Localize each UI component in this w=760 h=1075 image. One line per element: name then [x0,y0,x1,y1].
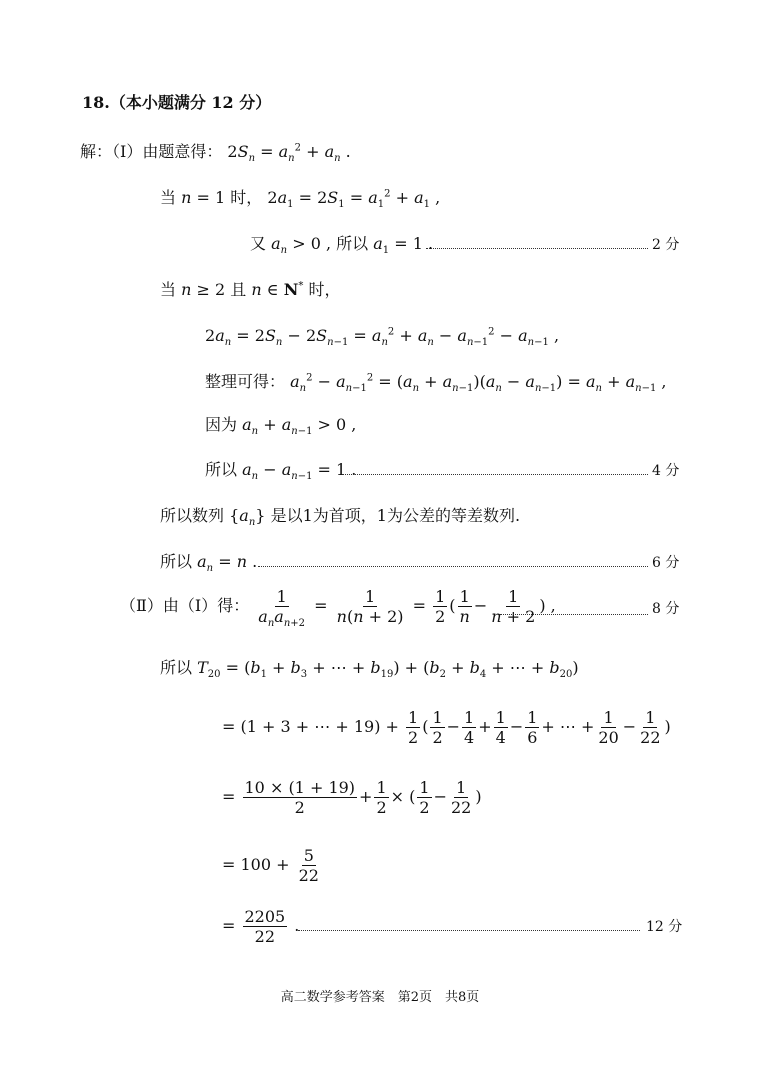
positivity-condition: 因为 $a_n + a_{n-1} > 0$ , [205,415,357,438]
general-term-result: 所以 $a_n = n$ . [160,552,258,575]
fraction: $\frac{1}{n}$ [459,587,470,626]
fraction: $\frac{5}{22}$ [298,846,319,885]
fraction: $\frac{1}{22}$ [450,778,472,817]
case-n-equals-1: 当 n = 1 时， $2a_1 = 2S_1 = a_1^2 + a_1$ , [160,188,441,211]
sequence-conclusion: 所以数列 $\{a_n\}$ 是以1为首项，1为公差的等差数列. [160,506,521,529]
first-term-result: 又 $a_n > 0$ , 所以 $a_1 = 1$ . [250,234,434,257]
fraction: $\frac{1}{20}$ [598,708,619,747]
fraction: $\frac{1}{a_na_{n+2}}$ [258,587,306,630]
score-mark: 4 分 [652,463,680,479]
equation-case-1: $2a_1 = 2S_1 = a_1^2 + a_1$ , [267,188,441,211]
score-mark: 12 分 [646,919,683,935]
score-leader [500,614,648,615]
score-mark: 2 分 [652,237,680,253]
common-difference-result: 所以 $a_n - a_{n-1} = 1$ . [205,460,357,483]
score-leader [258,566,648,567]
part2-intro: （Ⅱ）由（Ⅰ）得： $\frac{1}{a_na_{n+2}}$ = $\frac{1}{n(n + 2)}$ = $\frac{1}{2}$ ( $\frac{1}{n}$ − $\frac{1}{n + 2}$ ) , [120,587,556,630]
equation-rearranged: 整理可得： $a_n^2 - a_{n-1}^2 = (a_n + a_{n-1})(a_n - a_{n-1}) = a_n + a_{n-1}$ , [205,372,667,395]
fraction: $\frac{1}{n(n + 2)}$ [336,587,404,626]
score-leader [343,474,648,475]
fraction: $\frac{1}{4}$ [495,708,506,747]
page-footer: 高二数学参考答案 第2页 共8页 [280,990,480,1005]
fraction: $\frac{1}{n + 2}$ [491,587,536,626]
fraction: $\frac{10 \times (1 + 19)}{2}$ [244,778,356,817]
sum-expansion: = (1 + 3 + ⋯ + 19) + $\frac{1}{2}$ ( $\frac{1}{2}$ − $\frac{1}{4}$ + $\frac{1}{4}$ − $\frac{1}{6}$ + ⋯ + $\frac{1}{20}$ − $\frac{1}{22}$ ) [222,708,671,747]
final-answer: = $\frac{2205}{22}$ . [222,907,300,946]
fraction: $\frac{1}{4}$ [464,708,475,747]
solution-intro-label: 解：（Ⅰ）由题意得： [80,142,223,161]
sum-telescoped: = $\frac{10 \times (1 + 19)}{2}$ + $\frac{1}{2}$ × ( $\frac{1}{2}$ − $\frac{1}{22}$ ) [222,778,482,817]
final-answer-fraction: $\frac{2205}{22}$ [244,907,286,946]
fraction: $\frac{1}{2}$ [435,587,446,626]
solution-intro [80,141,351,163]
score-leader [426,248,648,249]
score-mark: 6 分 [652,555,680,571]
fraction: $\frac{1}{2}$ [408,708,419,747]
fraction: $\frac{1}{2}$ [419,778,430,817]
fraction: $\frac{1}{2}$ [432,708,443,747]
score-mark: 8 分 [652,601,680,617]
problem-title: 18.（本小题满分 12 分） [82,93,272,112]
fraction: $\frac{1}{22}$ [640,708,661,747]
case-n-geq-2: 当 n ≥ 2 且 n ∈ N* 时， [160,280,341,299]
sum-simplified: = 100 + $\frac{5}{22}$ [222,846,319,885]
fraction: $\frac{1}{2}$ [376,778,387,817]
sum-grouping: 所以 $T_{20} = (b_1 + b_3$ + ⋯ + $b_{19}) + (b_2 + b_4$ + ⋯ + $b_{20}$) [160,658,579,681]
equation-given: $2S_n = a_n^2 + a_n$ . [227,142,351,165]
score-leader [298,930,640,931]
fraction: $\frac{1}{6}$ [527,708,538,747]
equation-difference: $2a_n = 2S_n - 2S_{n-1} = a_n^2 + a_n - a_{n-1}^2 - a_{n-1}$ , [205,326,560,349]
